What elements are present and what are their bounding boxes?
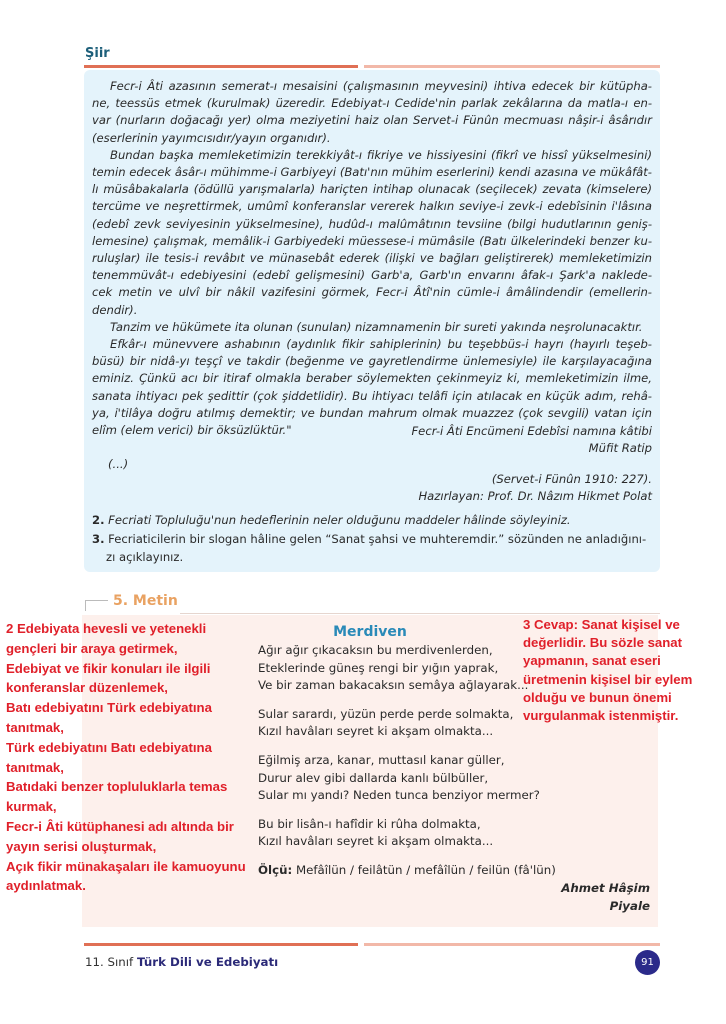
poem-book: Piyale — [609, 899, 650, 913]
answer-line: gençleri bir araya getirmek, — [6, 640, 178, 656]
ellipsis: (...) — [108, 457, 129, 471]
prepared-by: Hazırlayan: Prof. Dr. Nâzım Hikmet Polat — [418, 489, 652, 503]
question-text: Fecriaticilerin bir slogan hâline gelen “Sanat şahsi ve muhteremdir.” sözünden ne anladığını- — [108, 532, 647, 546]
article-line: Efkâr-ı münevvere ashabının (aydınlık fikir sahiplerinin) bu teşebbüs-i hayrı (hayırlı teşeb- — [110, 337, 652, 352]
poem — [258, 642, 540, 862]
article-line: (eserlerinin yayımcısıdır/yayın organıdır). — [92, 130, 331, 145]
footer-rule — [84, 943, 358, 946]
answer-line: 3 Cevap: Sanat kişisel ve — [523, 617, 680, 632]
article-line: temin edecek âsâr-ı mühimme-i Garbiyeyi (Batı'nın mühim eserlerini) kendi azasına ve mükâfât- — [92, 165, 652, 180]
footer-grade: 11. Sınıf — [85, 955, 134, 969]
poem-line: Ve bir zaman bakacaksın semâya ağlayarak... — [258, 678, 529, 693]
article-line: ya, i'tilâya doğru atılmış demektir; ve bundan mahrum olmak muazzez (çok sevgili) vatan için — [92, 405, 652, 420]
article-line: Bundan başka memleketimizin terekkiyât-ı fikriye ve hissiyesini (fikrî ve hissî yükselmesini) — [110, 147, 652, 162]
answer-line: Türk edebiyatını Batı edebiyatına — [6, 739, 212, 755]
answer-line: tanıtmak, — [6, 759, 64, 775]
answer-line: tanıtmak, — [6, 719, 64, 735]
poem-stanza — [258, 706, 540, 741]
poem-line: Eteklerinde güneş rengi bir yığın yaprak, — [258, 660, 499, 675]
footer-rule-light — [364, 943, 660, 946]
poem-stanza — [258, 816, 540, 851]
poem-line: Eğilmiş arza, kanar, muttasıl kanar güller, — [258, 752, 505, 767]
answer-line: Batıdaki benzer topluluklarla temas — [6, 779, 228, 795]
answer-line: vurgulanmak istenmiştir. — [523, 708, 679, 724]
answer-line: Edebiyat ve fikir konuları ile ilgili — [6, 660, 211, 676]
answer-line: Açık fikir münakaşaları ile kamuoyunu — [6, 858, 246, 874]
question-number: 3. — [92, 532, 105, 546]
article-line: sanata ihtiyacı pek şedittir (çok şiddetlidir). Bu ihtiyacı telâfi için atılacak en küçük adım, rehâ- — [92, 388, 652, 403]
answer-line: olduğu ve bunun önemi — [523, 689, 672, 705]
article-line: (edebî zevk seviyesinin yükselmesine), hudûd-ı malûmâtının tevsiine (bilgi hudutlarının geniş- — [92, 216, 652, 231]
poem-line: Ağır ağır çıkacaksın bu merdivenlerden, — [258, 643, 493, 657]
article-line: dendir). — [92, 302, 138, 317]
article-line: büsü) bir nidâ-yı teşçî ve takdir (beğenme ve gayretlendirme ünlemesiyle) ile karşılayacağına — [92, 354, 652, 369]
metin-title: 5. Metin — [113, 593, 178, 609]
article-line: lı müsâbakalarla (ödüllü yarışmalarla) hariçten intihap olunacak (seçilecek) zevata (kimselere) — [92, 182, 652, 197]
article-line: Fecr-i Âti azasının semerat-ı mesaisini (çalışmasının meyvesini) ihtiva edecek bir kütüpha- — [110, 79, 652, 93]
section-title: Şiir — [85, 46, 110, 61]
article-body — [92, 78, 652, 439]
poem-line: Bu bir lisân-ı hafîdir ki rûha dolmakta, — [258, 816, 481, 831]
question-number: 2. — [92, 513, 105, 527]
question-text: Fecriati Topluluğu'nun hedeflerinin neler olduğunu maddeler hâlinde söyleyiniz. — [108, 513, 571, 527]
article-line: lemesine) çalışmak, memâlik-i Garbiyedeki müessese-i mümâsile (Batı ülkelerindeki benzer ku- — [92, 233, 652, 248]
page-number: 91 — [635, 950, 660, 975]
header-rule-light — [364, 65, 660, 68]
answer-line: üretmenin kişisel bir eylem — [523, 671, 693, 687]
article-line: cek metin ve ulvî bir nâkil vazifesini görmek, Fecr-i Âtî'nin cümle-i âmâlindendir (emellerin- — [92, 285, 652, 300]
poem-line: Sular sarardı, yüzün perde perde solmakta, — [258, 706, 514, 721]
answer-line: Fecr-i Âti kütüphanesi adı altında bir — [6, 818, 234, 834]
signature-name: Müfit Ratip — [588, 441, 652, 455]
answer-line: yayın serisi oluşturmak, — [6, 838, 157, 854]
answer-line: değerlidir. Bu sözle sanat — [523, 635, 683, 651]
poem-title: Merdiven — [333, 624, 407, 640]
article-line: Tanzim ve hükümete ita olunan (sunulan) nizamnamenin bir sureti yakında neşrolunacaktır. — [110, 319, 643, 334]
poem-line: Sular mı yandı? Neden tunca benziyor mermer? — [258, 788, 540, 803]
meter-value: Mefâîlün / feilâtün / mefâîlün / feilün (fâ'lün) — [295, 863, 556, 877]
question-2 — [92, 513, 571, 527]
question-3-cont: zı açıklayınız. — [106, 550, 184, 564]
section-divider — [180, 613, 660, 614]
meter-label: Ölçü: — [258, 863, 293, 877]
poem-line: Kızıl havâları seyret ki akşam olmakta... — [258, 724, 494, 739]
poem-stanza — [258, 642, 540, 695]
answer-line: yapmanın, sanat eseri — [523, 653, 661, 669]
footer — [85, 955, 278, 969]
article-line: tenemmüvât-ı edebiyesini (edebî gelişmesini) Garb'a, Garb'ın envarını âfak-ı Şark'a naklede- — [92, 268, 652, 283]
answer-line: Batı edebiyatını Türk edebiyatına — [6, 700, 212, 716]
poem-line: Kızıl havâları seyret ki akşam olmakta... — [258, 834, 494, 849]
article-line: tercüme ve neşrettirmek, umûmî konferanslar vererek halkın seviye-i zevk-i edebîsinin i'lâsına — [92, 199, 652, 214]
footer-subject: Türk Dili ve Edebiyatı — [136, 955, 279, 969]
poem-stanza — [258, 752, 540, 805]
answer-line: kurmak, — [6, 799, 57, 815]
answer-line: aydınlatmak. — [6, 878, 86, 894]
article-line: ne, teessüs etmek (kurulmak) üzeredir. Edebiyat-ı Cedide'nin parlak zekâlarına da matla-ı en- — [92, 96, 652, 111]
section-bracket — [85, 600, 108, 611]
header-rule — [84, 65, 358, 68]
article-line: ruluşlar) ile tesis-i revâbıt ve münasebât ederek (ilişki ve bağları geliştirerek) memleketimizin — [92, 251, 652, 266]
handwritten-answer-2 — [6, 619, 246, 896]
handwritten-answer-3 — [523, 616, 692, 725]
question-3 — [92, 532, 646, 546]
answer-line: konferanslar düzenlemek, — [6, 680, 168, 696]
source-citation: (Servet-i Fünûn 1910: 227). — [491, 472, 652, 486]
answer-line: 2 Edebiyata hevesli ve yetenekli — [6, 621, 207, 636]
article-line: eminiz. Çünkü acı bir itiraf olmakla beraber söylemekten çekinmeyiz ki, memleketimizin ilme, — [92, 371, 652, 386]
poem-line: Durur alev gibi dallarda kanlı bülbüller, — [258, 770, 489, 785]
article-line: var (nurların doğacağı yer) olma meziyetini haiz olan Servet-i Fünûn mecmuası nâşir-i âsârıdır — [92, 113, 652, 128]
article-line: elîm (elem verici) bir öksüzlüktür." — [92, 423, 292, 438]
meter — [258, 863, 556, 877]
signature-title: Fecr-i Âti Encümeni Edebîsi namına kâtibi — [411, 424, 652, 438]
poem-author: Ahmet Hâşim — [561, 881, 650, 895]
